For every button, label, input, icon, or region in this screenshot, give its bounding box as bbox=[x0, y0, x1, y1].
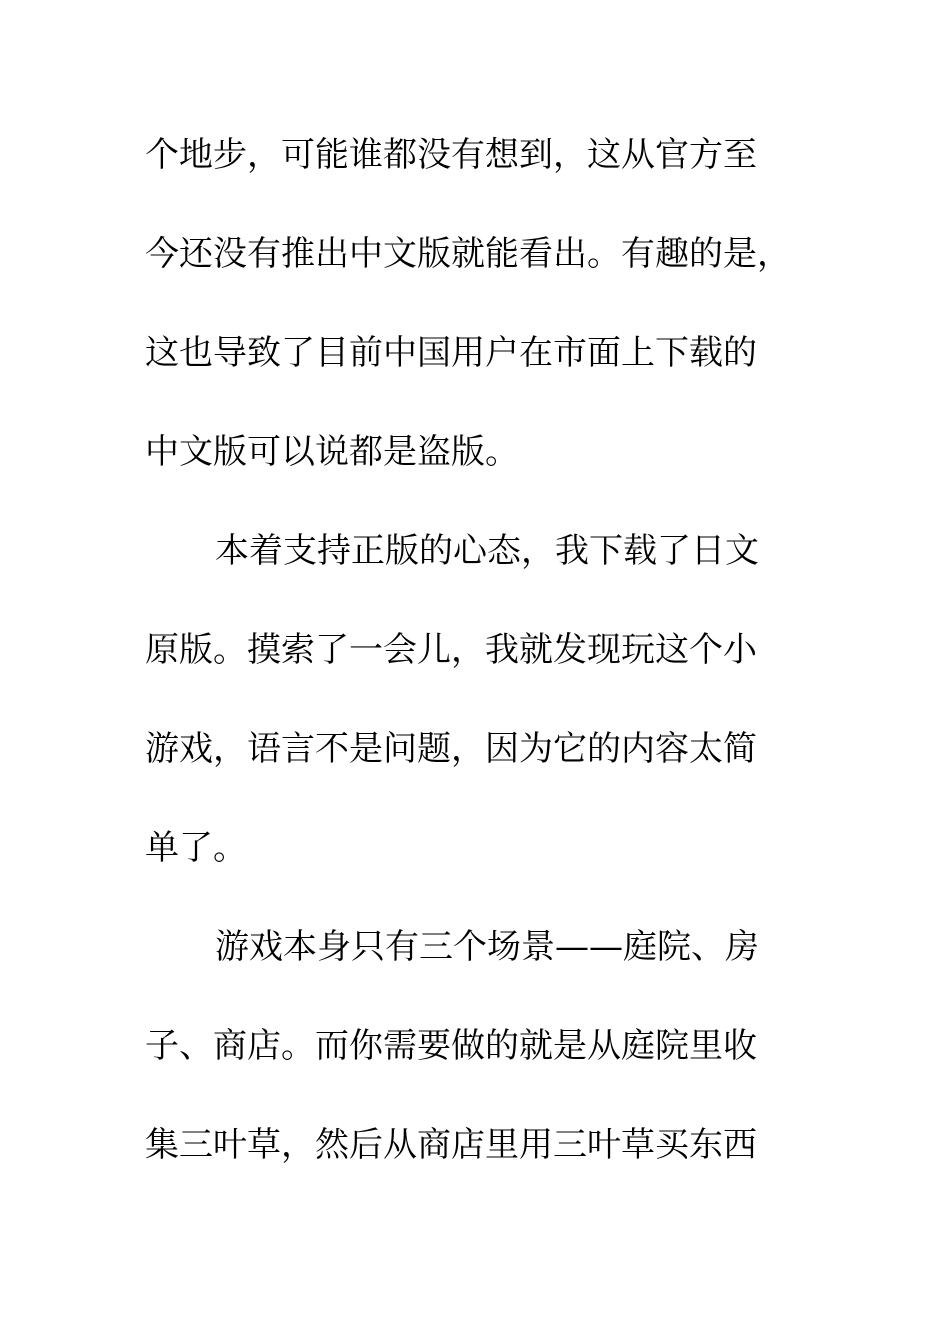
text-line: 这也导致了目前中国用户在市面上下载的 bbox=[145, 333, 757, 373]
paragraph-first-line: 本着支持正版的心态，我下载了日文 bbox=[215, 531, 759, 571]
text-line: 游戏，语言不是问题，因为它的内容太简 bbox=[145, 729, 757, 769]
text-line: 今还没有推出中文版就能看出。有趣的是， bbox=[145, 234, 791, 274]
text-line: 中文版可以说都是盗版。 bbox=[145, 432, 519, 472]
body-text bbox=[145, 120, 825, 1209]
paragraph-first-line: 游戏本身只有三个场景——庭院、房 bbox=[215, 927, 759, 967]
text-line: 子、商店。而你需要做的就是从庭院里收 bbox=[145, 1026, 757, 1066]
text-line: 原版。摸索了一会儿，我就发现玩这个小 bbox=[145, 630, 757, 670]
text-line: 单了。 bbox=[145, 828, 247, 868]
text-line: 个地步，可能谁都没有想到，这从官方至 bbox=[145, 135, 757, 175]
text-line: 集三叶草，然后从商店里用三叶草买东西 bbox=[145, 1125, 757, 1165]
